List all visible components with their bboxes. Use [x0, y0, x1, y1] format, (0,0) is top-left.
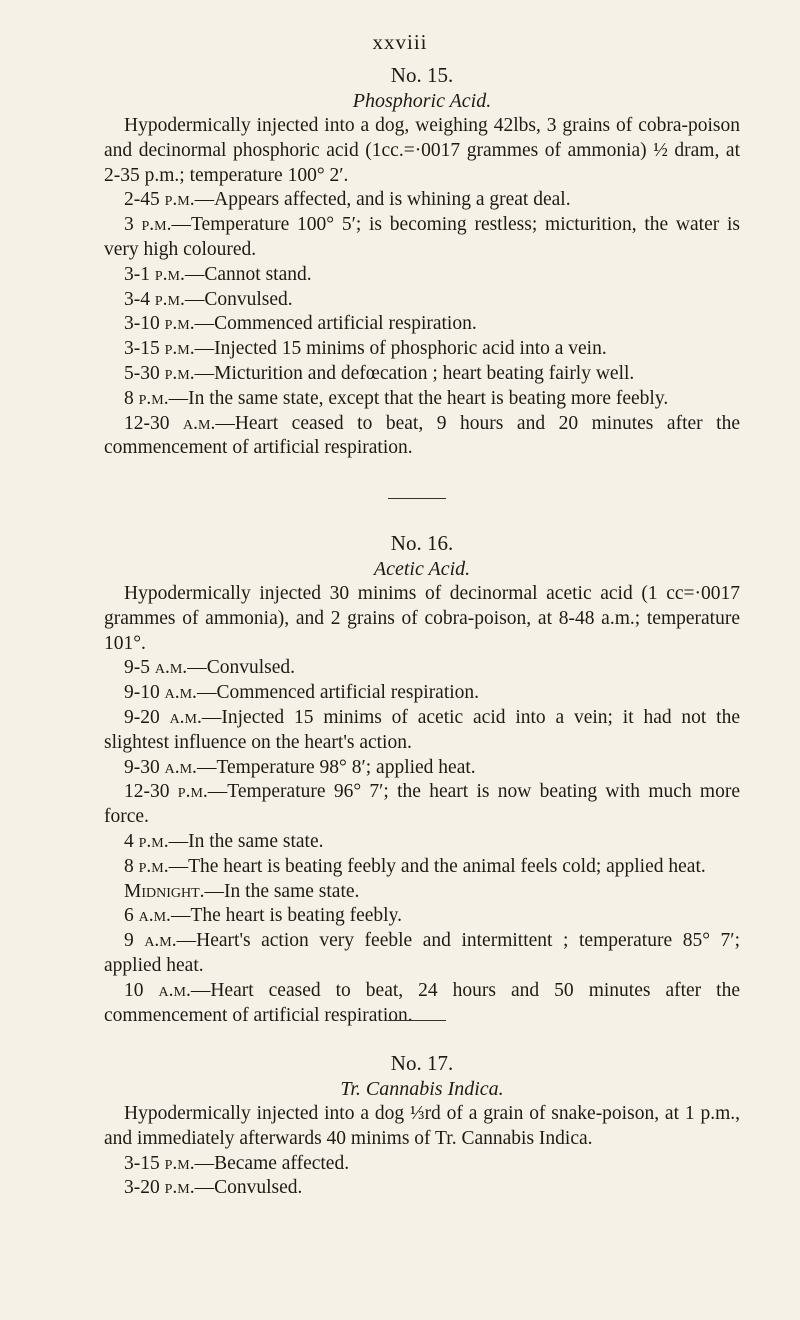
- log-entry: [104, 263, 740, 288]
- entry-time: 4 p.m.: [124, 830, 169, 852]
- log-entry: [104, 929, 740, 979]
- entry-time: 6 a.m.: [124, 905, 171, 927]
- entry-text: —In the same state.: [204, 880, 360, 902]
- log-entry: [104, 387, 740, 412]
- log-entry: [104, 412, 740, 462]
- entry-time: 10 a.m.: [124, 979, 191, 1001]
- entry-time: 9-30 a.m.: [124, 756, 197, 778]
- entry-text: —Convulsed.: [184, 288, 293, 310]
- log-entry: [104, 362, 740, 387]
- entry-text: —Temperature 100° 5′; is becoming restless; micturition, the water is very high coloured.: [104, 214, 740, 260]
- log-entry: [104, 213, 740, 263]
- page-number: xxviii: [372, 30, 428, 54]
- entry-text: —The heart is beating feebly and the animal feels cold; applied heat.: [168, 855, 706, 877]
- experiment-no-15: [104, 62, 740, 461]
- entry-text: —Injected 15 minims of phosphoric acid into a vein.: [194, 338, 607, 360]
- entry-time: 12-30 a.m.: [124, 412, 216, 434]
- entry-time: 3-15 p.m.: [124, 338, 195, 360]
- log-entry: [104, 312, 740, 337]
- entry-text: —Commenced artificial respiration.: [194, 313, 477, 335]
- entry-text: —In the same state, except that the heart is beating more feebly.: [168, 387, 669, 409]
- section-subtitle: Tr. Cannabis Indica.: [340, 1078, 504, 1100]
- entry-text: —Convulsed.: [187, 657, 295, 679]
- entry-time: Midnight.: [124, 880, 205, 902]
- entry-time: 9 a.m.: [124, 930, 177, 952]
- entry-time: 9-20 a.m.: [124, 706, 202, 728]
- section-subtitle: Acetic Acid.: [373, 558, 471, 580]
- entry-time: 8 p.m.: [124, 855, 169, 877]
- entry-text: —Temperature 96° 7′; the heart is now beating with much more force.: [104, 781, 741, 828]
- section-intro: Hypodermically injected 30 minims of decinormal acetic acid (1 cc=·0017 grammes of ammonia), and 2 grains of cobra-poison, at 8-48 a.m.; temperature 101°.: [104, 583, 740, 654]
- entry-time: 2-45 p.m.: [124, 189, 195, 211]
- entry-text: —In the same state.: [168, 830, 324, 852]
- log-entry: [104, 337, 740, 362]
- entry-time: 8 p.m.: [124, 387, 169, 409]
- entry-time: 3-4 p.m.: [124, 288, 185, 310]
- section-number: No. 17.: [390, 1051, 454, 1075]
- entry-time: 3-15 p.m.: [124, 1152, 195, 1174]
- entry-text: —Became affected.: [194, 1152, 350, 1174]
- entry-time: 12-30 p.m.: [124, 781, 208, 803]
- log-entry: [104, 681, 740, 706]
- experiment-no-17: [104, 1050, 740, 1201]
- entry-text: —Heart's action very feeble and intermittent ; temperature 85° 7′; applied heat.: [104, 930, 740, 976]
- entry-text: —The heart is beating feebly.: [170, 905, 402, 927]
- section-subtitle: Phosphoric Acid.: [352, 90, 492, 112]
- log-entry: [104, 830, 740, 855]
- section-intro: Hypodermically injected into a dog, weighing 42lbs, 3 grains of cobra-poison and decinormal phosphoric acid (1cc.=·0017 grammes of ammonia) ½ dram, at 2-35 p.m.; temperature 100° 2′.: [104, 115, 740, 186]
- log-entry: [104, 880, 740, 905]
- entry-text: —Injected 15 minims of acetic acid into a vein; it had not the slightest influence on the heart's action.: [104, 706, 740, 753]
- log-entry: [104, 855, 740, 880]
- entry-text: —Heart ceased to beat, 9 hours and 20 minutes after the commencement of artificial respiration.: [104, 412, 740, 459]
- section-divider: [388, 498, 446, 499]
- log-entry: [104, 904, 740, 929]
- entry-time: 3-10 p.m.: [124, 313, 195, 335]
- entry-time: 3-20 p.m.: [124, 1177, 195, 1199]
- entry-time: 3-1 p.m.: [124, 263, 185, 285]
- entry-time: 9-5 a.m.: [124, 657, 188, 679]
- entry-text: —Cannot stand.: [184, 263, 312, 285]
- log-entry: [104, 706, 740, 756]
- log-entry: [104, 656, 740, 681]
- entry-text: —Heart ceased to beat, 24 hours and 50 minutes after the commencement of artificial respiration.: [104, 979, 740, 1026]
- entry-text: —Appears affected, and is whining a great deal.: [194, 189, 571, 211]
- log-entry: [104, 756, 740, 781]
- entry-time: 9-10 a.m.: [124, 682, 197, 704]
- entry-time: 3 p.m.: [124, 214, 172, 236]
- log-entry: [104, 1152, 740, 1177]
- log-entry: [104, 1176, 740, 1201]
- section-divider: [388, 1020, 446, 1021]
- experiment-no-16: [104, 530, 740, 1028]
- entry-text: —Temperature 98° 8′; applied heat.: [196, 756, 476, 778]
- log-entry: [104, 188, 740, 213]
- section-intro: Hypodermically injected into a dog ⅓rd of a grain of snake-poison, at 1 p.m., and immediately afterwards 40 minims of Tr. Cannabis Indica.: [104, 1103, 740, 1149]
- entry-time: 5-30 p.m.: [124, 362, 195, 384]
- entry-text: —Convulsed.: [194, 1177, 303, 1199]
- entry-text: —Micturition and defœcation ; heart beating fairly well.: [194, 362, 635, 384]
- log-entry: [104, 780, 740, 830]
- section-number: No. 15.: [390, 63, 454, 87]
- section-number: No. 16.: [390, 531, 454, 555]
- entry-text: —Commenced artificial respiration.: [196, 682, 480, 704]
- log-entry: [104, 288, 740, 313]
